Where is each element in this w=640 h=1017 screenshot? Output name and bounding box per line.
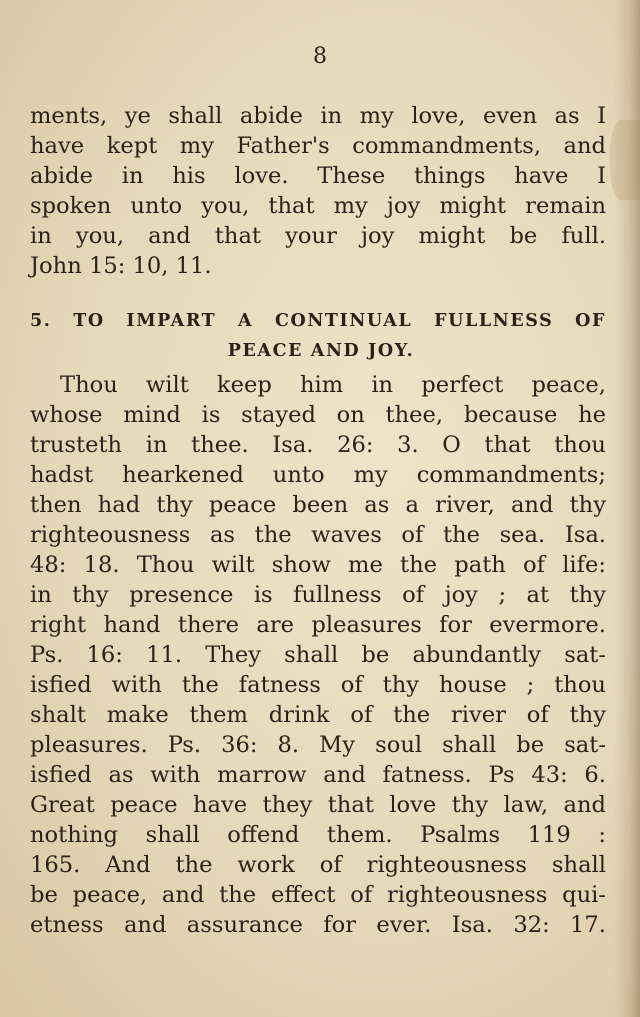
text-line: have kept my Father's commandments, and: [30, 133, 606, 159]
text-line: right hand there are pleasures for evermore.: [30, 612, 606, 638]
text-line: shalt make them drink of the river of thy: [30, 702, 606, 728]
text-line: be peace, and the effect of righteousness qui-: [30, 882, 606, 908]
text-line: hadst hearkened unto my commandments;: [30, 462, 606, 488]
text-line: John 15: 10, 11.: [30, 253, 212, 279]
text-line: isfied as with marrow and fatness. Ps 43: 6.: [30, 762, 606, 788]
text-line: 165. And the work of righteousness shall: [30, 852, 606, 878]
text-line: whose mind is stayed on thee, because he: [30, 402, 606, 428]
page-stain: [610, 120, 640, 200]
section-heading-line-2: PEACE AND JOY.: [227, 341, 415, 361]
text-line: then had thy peace been as a river, and thy: [30, 492, 606, 518]
section-paragraph: [30, 370, 606, 940]
text-line: in thy presence is fullness of joy ; at thy: [30, 582, 606, 608]
page-number: 8: [313, 44, 327, 69]
text-line: righteousness as the waves of the sea. Isa.: [30, 522, 606, 548]
text-line: nothing shall offend them. Psalms 119 :: [30, 822, 606, 848]
text-line: in you, and that your joy might be full.: [30, 223, 606, 249]
text-line: trusteth in thee. Isa. 26: 3. O that thou: [30, 432, 606, 458]
section-heading-line-1: 5. TO IMPART A CONTINUAL FULLNESS OF: [30, 311, 606, 331]
text-line: Great peace have they that love thy law, and: [30, 792, 606, 818]
text-line: 48: 18. Thou wilt show me the path of life:: [30, 552, 606, 578]
text-line: Thou wilt keep him in perfect peace,: [60, 372, 606, 398]
text-line: etness and assurance for ever. Isa. 32: 17.: [30, 912, 606, 938]
text-line: abide in his love. These things have I: [30, 163, 606, 189]
continued-paragraph: [30, 101, 606, 281]
text-line: Ps. 16: 11. They shall be abundantly sat-: [30, 642, 606, 668]
text-line: ments, ye shall abide in my love, even as I: [30, 103, 606, 129]
text-line: pleasures. Ps. 36: 8. My soul shall be sat-: [30, 732, 606, 758]
text-line: spoken unto you, that my joy might remain: [30, 193, 606, 219]
text-line: isfied with the fatness of thy house ; thou: [30, 672, 606, 698]
section-heading: [30, 306, 606, 366]
